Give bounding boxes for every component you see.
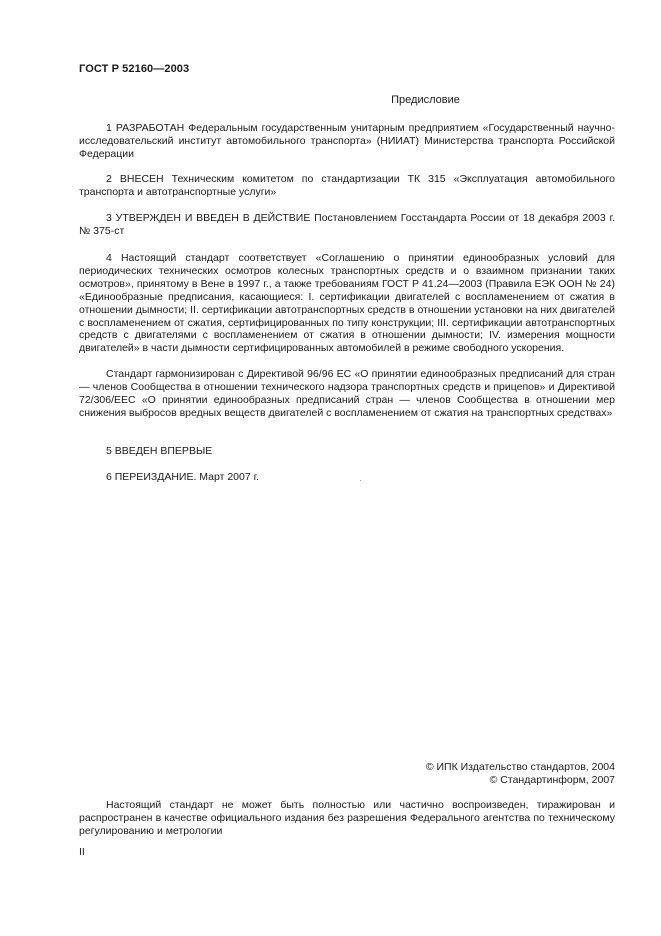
preface-item-first-introduced: 5 ВВЕДЕН ВПЕРВЫЕ	[106, 445, 213, 457]
preface-item-introduced: 2 ВНЕСЕН Техническим комитетом по стандартизации ТК 315 «Эксплуатация автомобильного транспорта и автотранспортные услуги»	[79, 173, 615, 198]
preface-item-approved: 3 УТВЕРЖДЕН И ВВЕДЕН В ДЕЙСТВИЕ Постановлением Госстандарта России от 18 декабря 2003 г. № 375-ст	[79, 212, 615, 237]
page-number: II	[79, 846, 85, 858]
document-code: ГОСТ Р 52160—2003	[79, 63, 190, 75]
preface-item-reissue: 6 ПЕРЕИЗДАНИЕ. Март 2007 г.	[106, 471, 260, 483]
copyright-line-standartinform: © Стандартинформ, 2007	[489, 773, 615, 786]
preface-heading	[79, 94, 614, 106]
preface-item-conformity: 4 Настоящий стандарт соответствует «Соглашению о принятии единообразных условий для периодических технических осмотров колесных транспортных средств и о взаимном признании таких осмотров», принятому в Вене в 1997 г., а также требованиям ГОСТ Р 41.24—2003 (Правила ЕЭК ООН № 24) «Единообразные предписания, касающиеся: I. сертификации двигателей с воспламенением от сжатия в отношении дымности; II. сертификации автотранспортных средств в отношении установки на них двигателей с воспламенением от сжатия, сертифицированных по типу конструкции; III. сертификации автотранспортных средств с двигателями с воспламенением от сжатия в отношении дымности; IV. измерения мощности двигателей» в части дымности сертифицированных автомобилей в режиме свободного ускорения.	[79, 252, 615, 355]
reproduction-notice: Настоящий стандарт не может быть полностью или частично воспроизведен, тиражирован и распространен в качестве официального издания без разрешения Федерального агентства по техническому регулированию и метрологии	[79, 799, 615, 837]
scan-speck	[360, 480, 361, 481]
preface-heading-text: Предисловие	[391, 94, 460, 106]
preface-item-developed: 1 РАЗРАБОТАН Федеральным государственным унитарным предприятием «Государственный научно-исследовательский институт автомобильного транспорта» (НИИАТ) Министерства транспорта Российской Федерации	[79, 122, 615, 160]
copyright-line-publisher: © ИПК Издательство стандартов, 2004	[425, 761, 615, 773]
copyright-block	[426, 761, 615, 787]
preface-item-harmonization: Стандарт гармонизирован с Директивой 96/96 ЕС «О принятии единообразных предписаний для стран — членов Сообщества в отношении технического надзора транспортных средств и прицепов» и Директивой 72/306/ЕЕС «О принятии единообразных предписаний стран — членов Сообщества в отношении мер снижения выбросов вредных веществ двигателей с воспламенением от сжатия на транспортных средствах»	[79, 368, 615, 419]
